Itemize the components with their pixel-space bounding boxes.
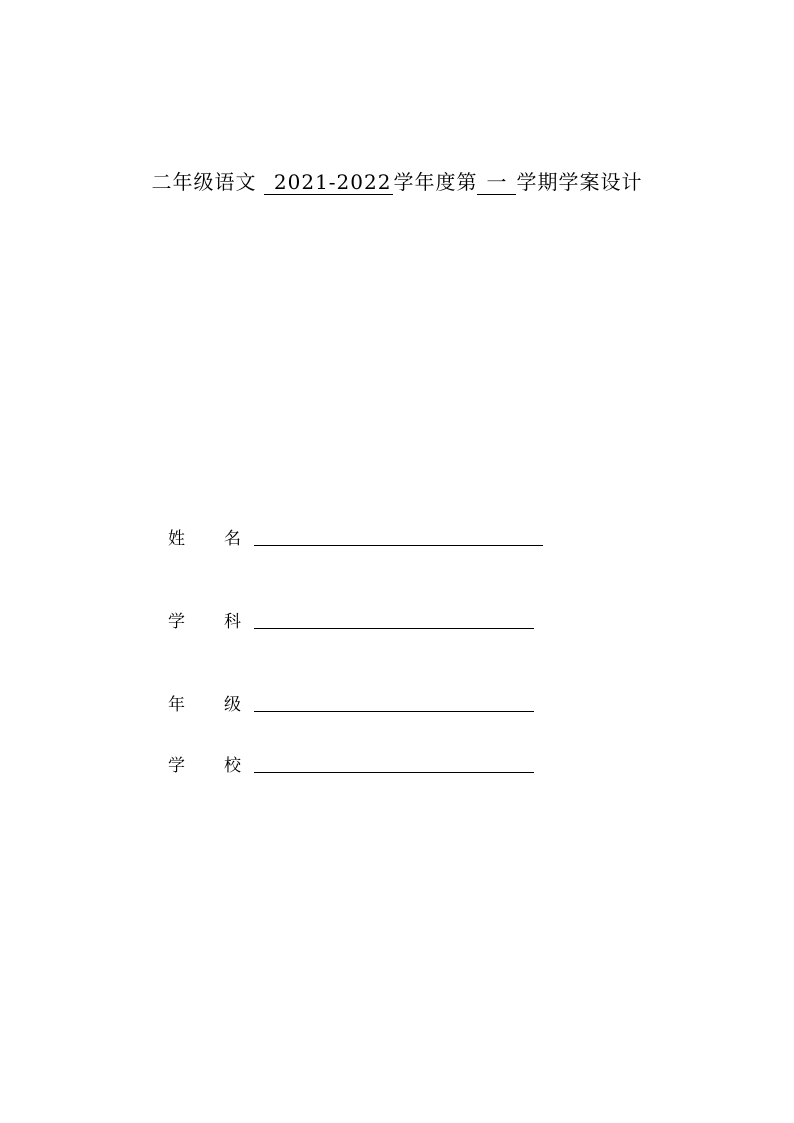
name-label-char-2: 名: [224, 529, 241, 549]
name-blank-line[interactable]: [254, 545, 543, 546]
title-suffix: 学期学案设计: [516, 170, 643, 194]
document-title: [0, 166, 794, 195]
school-year-blank: 2021-2022: [264, 170, 394, 195]
school-label-char-1: 学: [168, 756, 185, 776]
name-label-char-1: 姓: [168, 529, 185, 549]
title-middle: 学年度第: [393, 170, 478, 194]
grade-label-char-2: 级: [224, 695, 241, 715]
subject-label-char-2: 科: [224, 612, 241, 632]
title-prefix: 二年级语文: [151, 170, 257, 194]
grade-label-char-1: 年: [168, 695, 185, 715]
grade-blank-line[interactable]: [254, 711, 534, 712]
subject-blank-line[interactable]: [254, 628, 534, 629]
term-blank: 一: [477, 170, 516, 195]
subject-label-char-1: 学: [168, 612, 185, 632]
school-label-char-2: 校: [224, 756, 241, 776]
school-blank-line[interactable]: [254, 772, 534, 773]
